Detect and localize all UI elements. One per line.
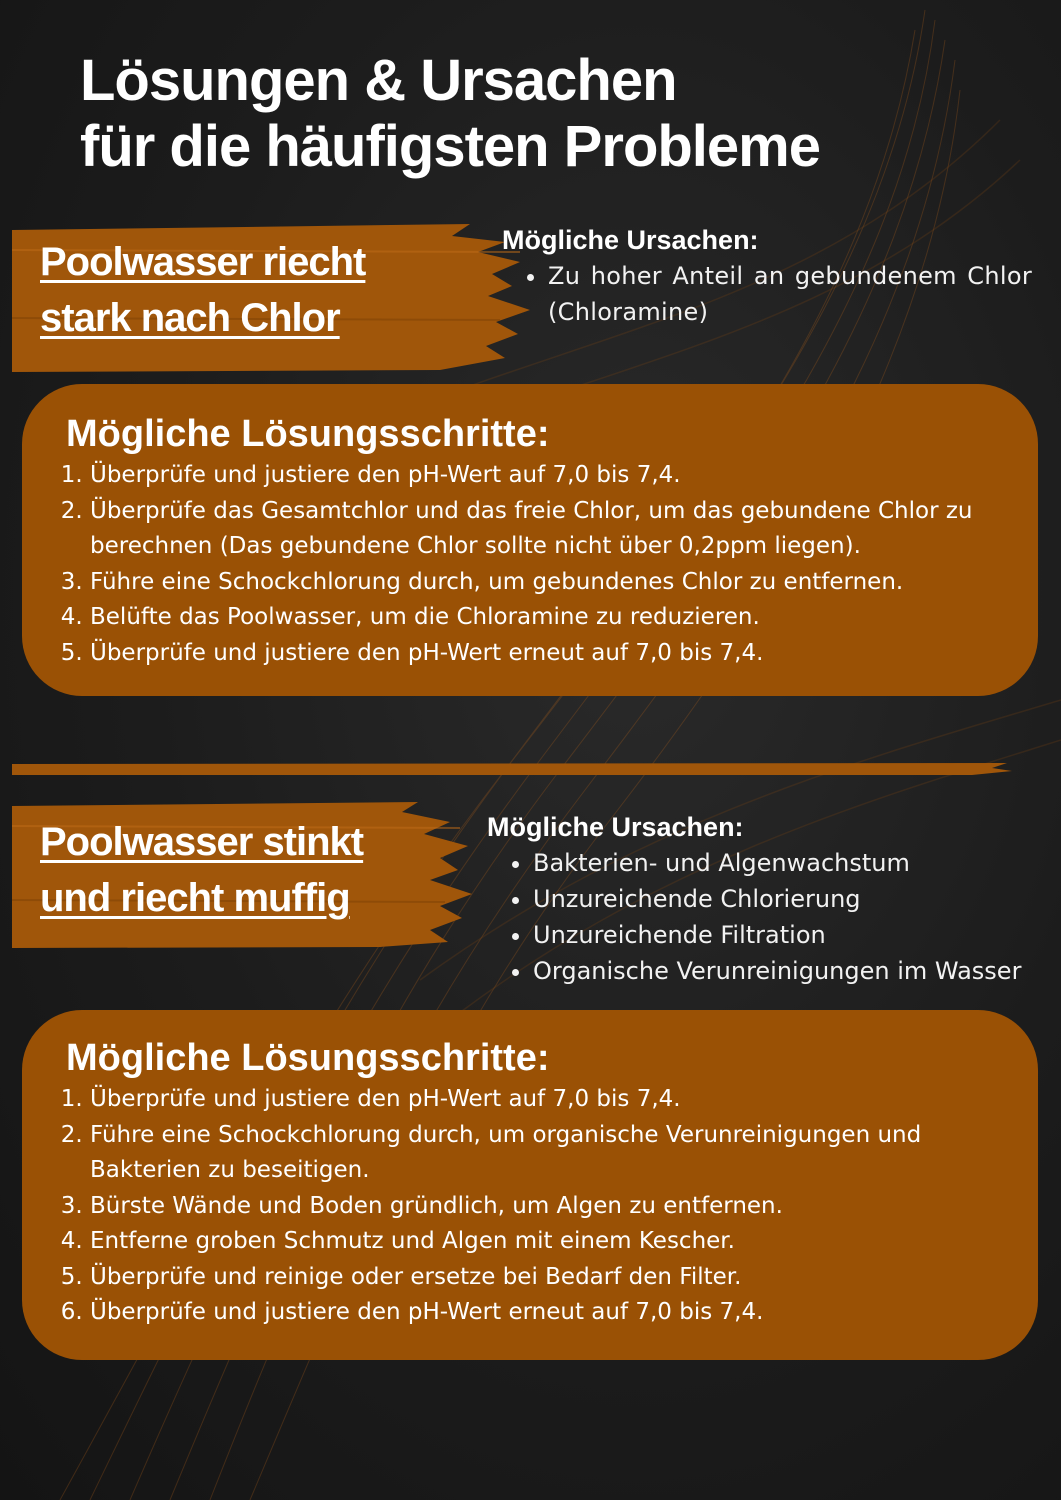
page-title bbox=[80, 48, 820, 180]
cause-item: • Zu hoher Anteil an gebundenem Chlor (Chloramine) bbox=[548, 258, 1032, 330]
page-title-line-1: Lösungen & Ursachen bbox=[80, 48, 677, 113]
section-1-heading-line-1: Poolwasser riecht bbox=[40, 240, 366, 284]
solution-step: 2. Führe eine Schockchlorung durch, um organische Verunreinigungen und Bakterien zu beseitigen. bbox=[90, 1118, 1008, 1189]
section-1-causes bbox=[502, 222, 1032, 330]
solution-step: 3. Führe eine Schockchlorung durch, um gebundenes Chlor zu entfernen. bbox=[90, 565, 1008, 601]
section-2-heading-line-1: Poolwasser stinkt bbox=[40, 820, 364, 864]
solution-step: 4. Belüfte das Poolwasser, um die Chloramine zu reduzieren. bbox=[90, 600, 1008, 636]
section-1-causes-title: Mögliche Ursachen: bbox=[502, 225, 759, 255]
section-2-causes bbox=[487, 809, 1047, 989]
cause-item: • Unzureichende Filtration bbox=[533, 917, 1047, 953]
solution-step: 2. Überprüfe das Gesamtchlor und das freie Chlor, um das gebundene Chlor zu berechnen (Das gebundene Chlor sollte nicht über 0,2ppm liegen). bbox=[90, 494, 1008, 565]
section-1-heading bbox=[40, 234, 365, 346]
cause-item: • Organische Verunreinigungen im Wasser bbox=[533, 953, 1047, 989]
solution-step: 5. Überprüfe und justiere den pH-Wert erneut auf 7,0 bis 7,4. bbox=[90, 636, 1008, 672]
section-2-heading bbox=[40, 814, 363, 926]
cause-item: • Bakterien- und Algenwachstum bbox=[533, 845, 1047, 881]
section-1-solutions-list bbox=[66, 458, 1008, 671]
section-1-solutions-title: Mögliche Lösungsschritte: bbox=[66, 413, 550, 455]
cause-item: • Unzureichende Chlorierung bbox=[533, 881, 1047, 917]
section-2-heading-line-2: und riecht muffig bbox=[40, 876, 350, 920]
solution-step: 5. Überprüfe und reinige oder ersetze bei Bedarf den Filter. bbox=[90, 1260, 1008, 1296]
solution-step: 4. Entferne groben Schmutz und Algen mit einem Kescher. bbox=[90, 1224, 1008, 1260]
section-2-causes-title: Mögliche Ursachen: bbox=[487, 812, 744, 842]
section-2-solutions-list bbox=[66, 1082, 1008, 1331]
solution-step: 1. Überprüfe und justiere den pH-Wert auf 7,0 bis 7,4. bbox=[90, 458, 1008, 494]
section-2-solutions-title: Mögliche Lösungsschritte: bbox=[66, 1037, 550, 1079]
solution-step: 6. Überprüfe und justiere den pH-Wert erneut auf 7,0 bis 7,4. bbox=[90, 1295, 1008, 1331]
section-1-heading-line-2: stark nach Chlor bbox=[40, 296, 340, 340]
solution-step: 1. Überprüfe und justiere den pH-Wert auf 7,0 bis 7,4. bbox=[90, 1082, 1008, 1118]
section-divider bbox=[12, 761, 1012, 777]
section-1-causes-list bbox=[502, 258, 1032, 330]
section-1-solutions-panel bbox=[22, 384, 1038, 696]
page-title-line-2: für die häufigsten Probleme bbox=[80, 114, 820, 179]
section-2-causes-list bbox=[487, 845, 1047, 989]
solution-step: 3. Bürste Wände und Boden gründlich, um Algen zu entfernen. bbox=[90, 1189, 1008, 1225]
section-2-solutions-panel bbox=[22, 1010, 1038, 1360]
